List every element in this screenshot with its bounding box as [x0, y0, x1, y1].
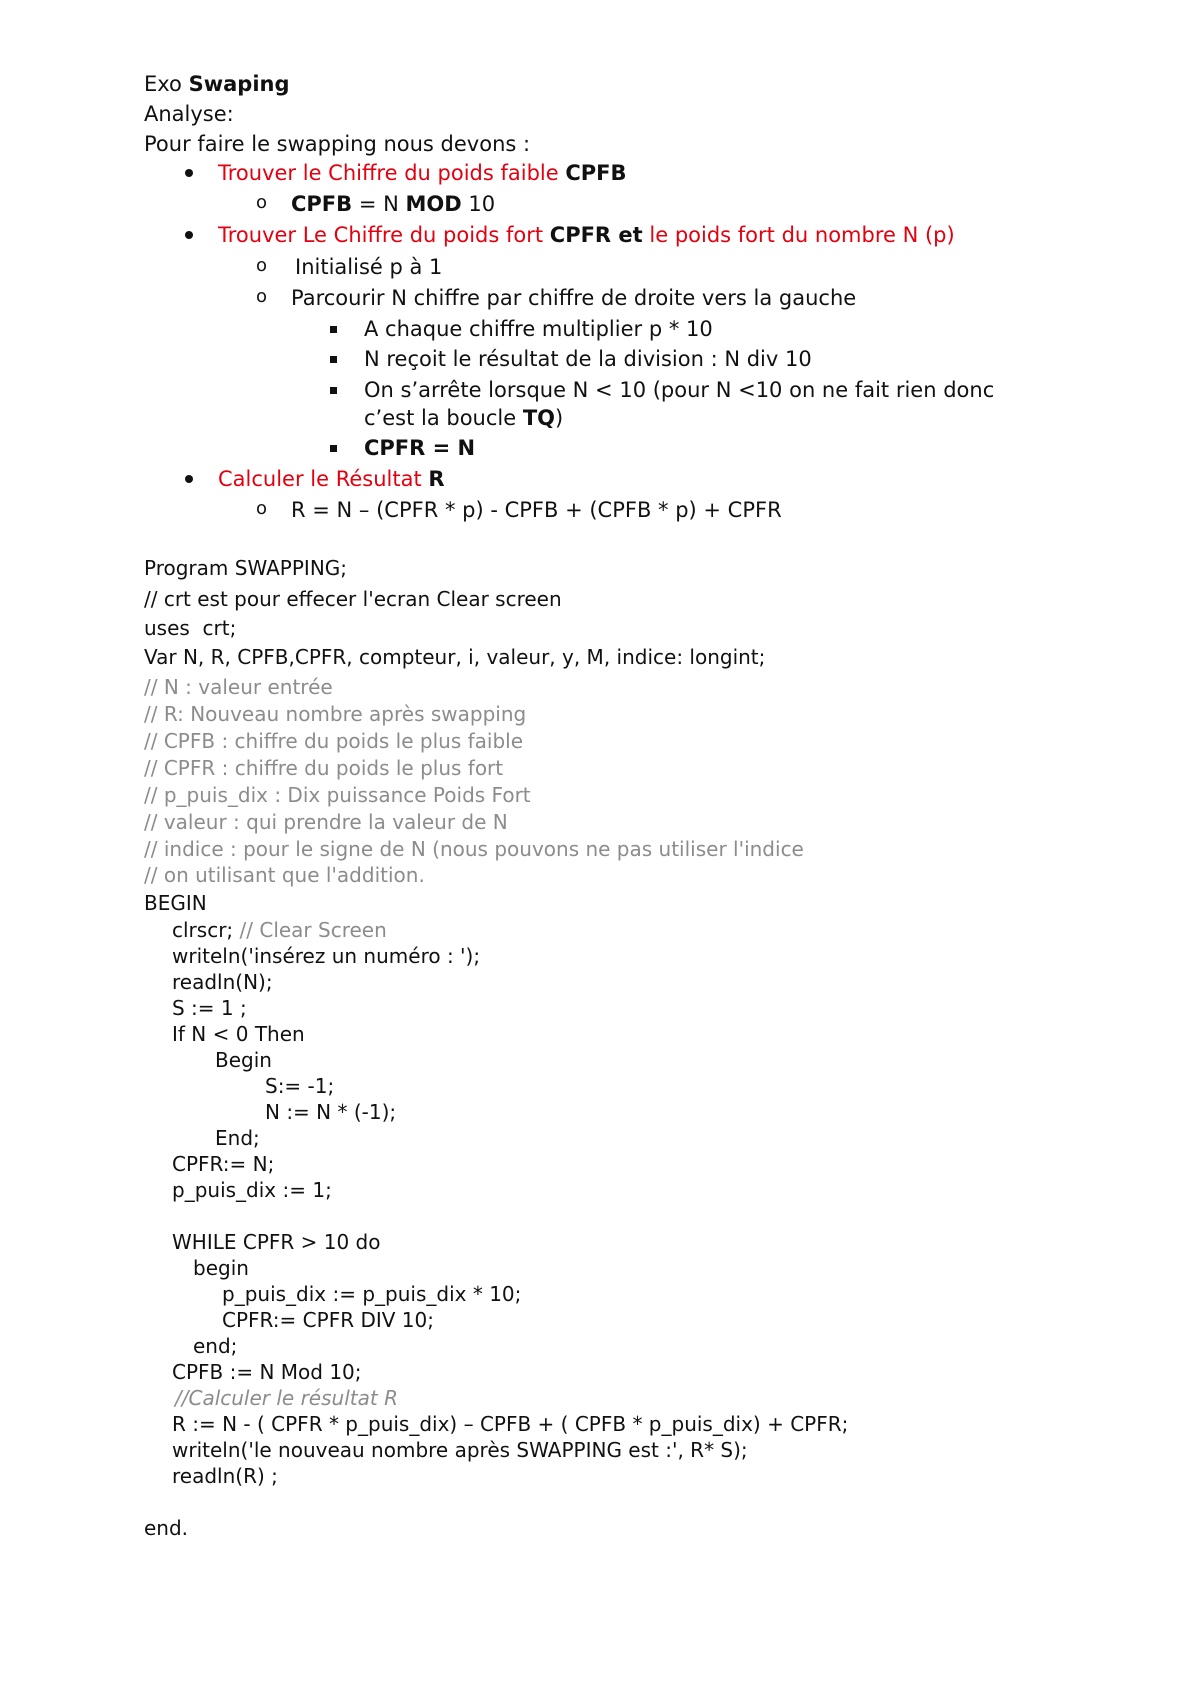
intro-text: Pour faire le swapping nous devons :	[144, 132, 531, 156]
code-comment-4: // CPFR : chiffre du poids le plus fort	[144, 756, 504, 780]
code-comment-7: // indice : pour le signe de N (nous pouvons ne pas utiliser l'indice	[144, 837, 804, 861]
code-calc-comment: //Calculer le résultat R	[175, 1386, 398, 1410]
code-n-neg: N := N * (-1);	[265, 1100, 397, 1124]
step1-red: Trouver le Chiffre du poids faible	[218, 161, 559, 185]
code-clrscr-line	[172, 917, 387, 943]
title-bold: Swaping	[188, 72, 290, 96]
bullet-circle-icon: o	[256, 192, 268, 213]
step2-sub2: Parcourir N chiffre par chiffre de droite vers la gauche	[291, 286, 857, 310]
code-comment-2: // R: Nouveau nombre après swapping	[144, 702, 527, 726]
code-comment-1: // N : valeur entrée	[144, 675, 333, 699]
step2-item-3: On s’arrête lorsque N < 10 (pour N <10 on ne fait rien donc	[364, 378, 995, 402]
code-r-assign: R := N - ( CPFR * p_puis_dix) – CPFB + ( CPFB * p_puis_dix) + CPFR;	[172, 1412, 849, 1436]
step3-red: Calculer le Résultat	[218, 467, 422, 491]
code-end-loop: end;	[193, 1334, 238, 1358]
title-prefix: Exo	[144, 72, 182, 96]
bullet-square-icon	[330, 445, 337, 452]
code-if: If N < 0 Then	[172, 1022, 305, 1046]
code-cpfr-div: CPFR:= CPFR DIV 10;	[222, 1308, 434, 1332]
code-comment-8: // on utilisant que l'addition.	[144, 863, 425, 887]
code-cpfr-assign: CPFR:= N;	[172, 1152, 275, 1176]
code-clrscr-comment: // Clear Screen	[239, 918, 387, 942]
step1-sub-bold1: CPFB	[291, 192, 353, 216]
step3-bold: R	[428, 467, 445, 491]
step2-line	[218, 221, 955, 249]
step1-bold: CPFB	[565, 161, 627, 185]
code-comment-5: // p_puis_dix : Dix puissance Poids Fort	[144, 783, 531, 807]
step2-item-1: A chaque chiffre multiplier p * 10	[364, 317, 713, 341]
bullet-disc-icon	[185, 475, 193, 483]
bullet-circle-icon: o	[256, 286, 268, 307]
item3-cont-text: c’est la boucle	[364, 406, 517, 430]
bullet-disc-icon	[185, 231, 193, 239]
code-crt-comment: // crt est pour effecer l'ecran Clear screen	[144, 587, 562, 611]
bullet-disc-icon	[185, 169, 193, 177]
step2-red2: le poids fort du nombre N (p)	[649, 223, 955, 247]
code-while: WHILE CPFR > 10 do	[172, 1230, 381, 1254]
code-begin: BEGIN	[144, 891, 207, 915]
code-end-inner: End;	[215, 1126, 260, 1150]
bullet-circle-icon: o	[256, 255, 268, 276]
code-p-mult: p_puis_dix := p_puis_dix * 10;	[222, 1282, 522, 1306]
step1-sub-end: 10	[468, 192, 496, 216]
step2-item-3-cont	[364, 404, 563, 432]
bullet-circle-icon: o	[256, 498, 268, 519]
code-readln-2: readln(R) ;	[172, 1464, 278, 1488]
code-s-neg: S:= -1;	[265, 1074, 335, 1098]
step3-line	[218, 465, 445, 493]
step1-line	[218, 159, 627, 187]
item3-cont-end: )	[555, 406, 564, 430]
bullet-square-icon	[330, 326, 337, 333]
code-s-init: S := 1 ;	[172, 996, 247, 1020]
code-writeln-2: writeln('le nouveau nombre après SWAPPING est :', R* S);	[172, 1438, 748, 1462]
code-cpfb-assign: CPFB := N Mod 10;	[172, 1360, 362, 1384]
step2-bold: CPFR et	[549, 223, 643, 247]
code-uses: uses crt;	[144, 616, 237, 640]
code-program: Program SWAPPING;	[144, 556, 348, 580]
step1-sub-bold2: MOD	[405, 192, 462, 216]
code-end: end.	[144, 1516, 189, 1540]
step3-sub: R = N – (CPFR * p) - CPFB + (CPFB * p) + CPFR	[291, 498, 782, 522]
doc-title	[144, 70, 290, 98]
code-readln-1: readln(N);	[172, 970, 273, 994]
bullet-square-icon	[330, 356, 337, 363]
step2-item-4: CPFR = N	[364, 436, 476, 460]
code-begin-inner: Begin	[215, 1048, 272, 1072]
code-var: Var N, R, CPFB,CPFR, compteur, i, valeur, y, M, indice: longint;	[144, 645, 766, 669]
bullet-square-icon	[330, 387, 337, 394]
analyse-heading: Analyse:	[144, 102, 234, 126]
step1-sub	[291, 190, 495, 218]
code-p-init: p_puis_dix := 1;	[172, 1178, 332, 1202]
code-comment-6: // valeur : qui prendre la valeur de N	[144, 810, 508, 834]
code-writeln-1: writeln('insérez un numéro : ');	[172, 944, 481, 968]
item3-cont-bold: TQ	[522, 406, 556, 430]
code-comment-3: // CPFB : chiffre du poids le plus faible	[144, 729, 524, 753]
step2-red1: Trouver Le Chiffre du poids fort	[218, 223, 544, 247]
step1-sub-mid: = N	[358, 192, 399, 216]
step2-item-2: N reçoit le résultat de la division : N div 10	[364, 347, 812, 371]
step2-sub1: Initialisé p à 1	[295, 255, 443, 279]
code-begin-loop: begin	[193, 1256, 249, 1280]
code-clrscr: clrscr;	[172, 918, 234, 942]
